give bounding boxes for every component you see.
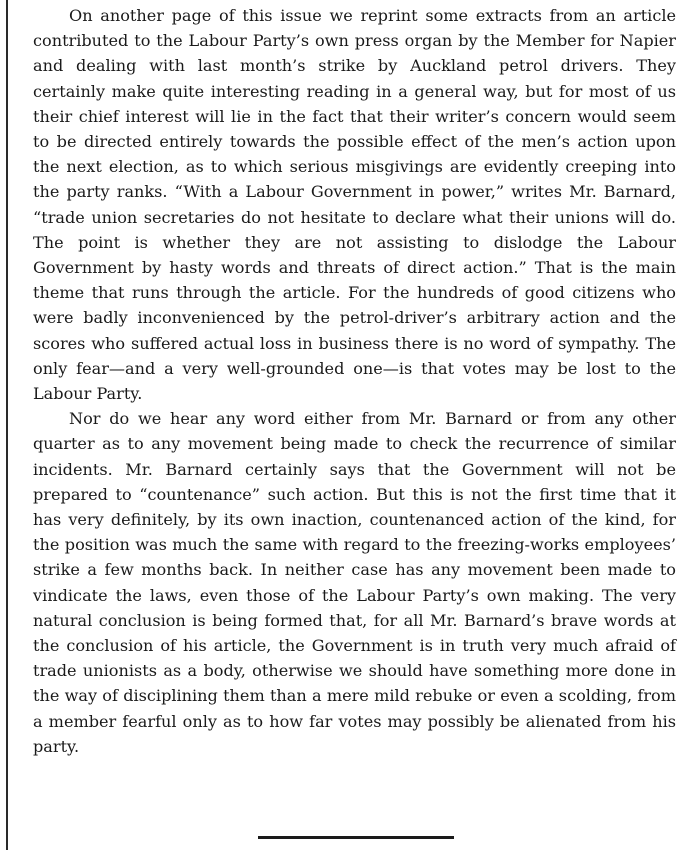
editorial-article (33, 3, 676, 759)
column-rule-left (6, 0, 8, 850)
end-of-article-rule (258, 836, 454, 839)
article-paragraph-1: On another page of this issue we reprint some extracts from an article contributed to the Labour Party’s own press organ by the Member for Napier and dealing with last month’s strike by Auckland petrol drivers. They certainly make quite interesting reading in a general way, but for most of us their chief interest will lie in the fact that their writer’s concern would seem to be directed entirely towards the possible effect of the men’s action upon the next election, as to which serious misgivings are evidently creeping into the party ranks. “With a Labour Government in power,” writes Mr. Barnard, “trade union secretaries do not hesitate to declare what their unions will do. The point is whether they are not assisting to dislodge the Labour Government by hasty words and threats of direct action.” That is the main theme that runs through the article. For the hundreds of good citizens who were badly inconvenienced by the petrol-driver’s arbitrary action and the scores who suffered actual loss in business there is no word of sympathy. The only fear—and a very well-grounded one—is that votes may be lost to the Labour Party. (33, 6, 676, 404)
article-paragraph-2: Nor do we hear any word either from Mr. Barnard or from any other quarter as to any movement being made to check the recurrence of similar incidents. Mr. Barnard certainly says that the Government will not be prepared to “countenance” such action. But this is not the first time that it has very definitely, by its own inaction, countenanced action of the kind, for the position was much the same with regard to the freezing-works employees’ strike a few months back. In neither case has any movement been made to vindicate the laws, even those of the Labour Party’s own making. The very natural conclusion is being formed that, for all Mr. Barnard’s brave words at the conclusion of his article, the Government is in truth very much afraid of trade unionists as a body, otherwise we should have something more done in the way of disciplining them than a mere mild rebuke or even a scolding, from a member fearful only as to how far votes may possibly be alienated from his party. (33, 409, 676, 756)
